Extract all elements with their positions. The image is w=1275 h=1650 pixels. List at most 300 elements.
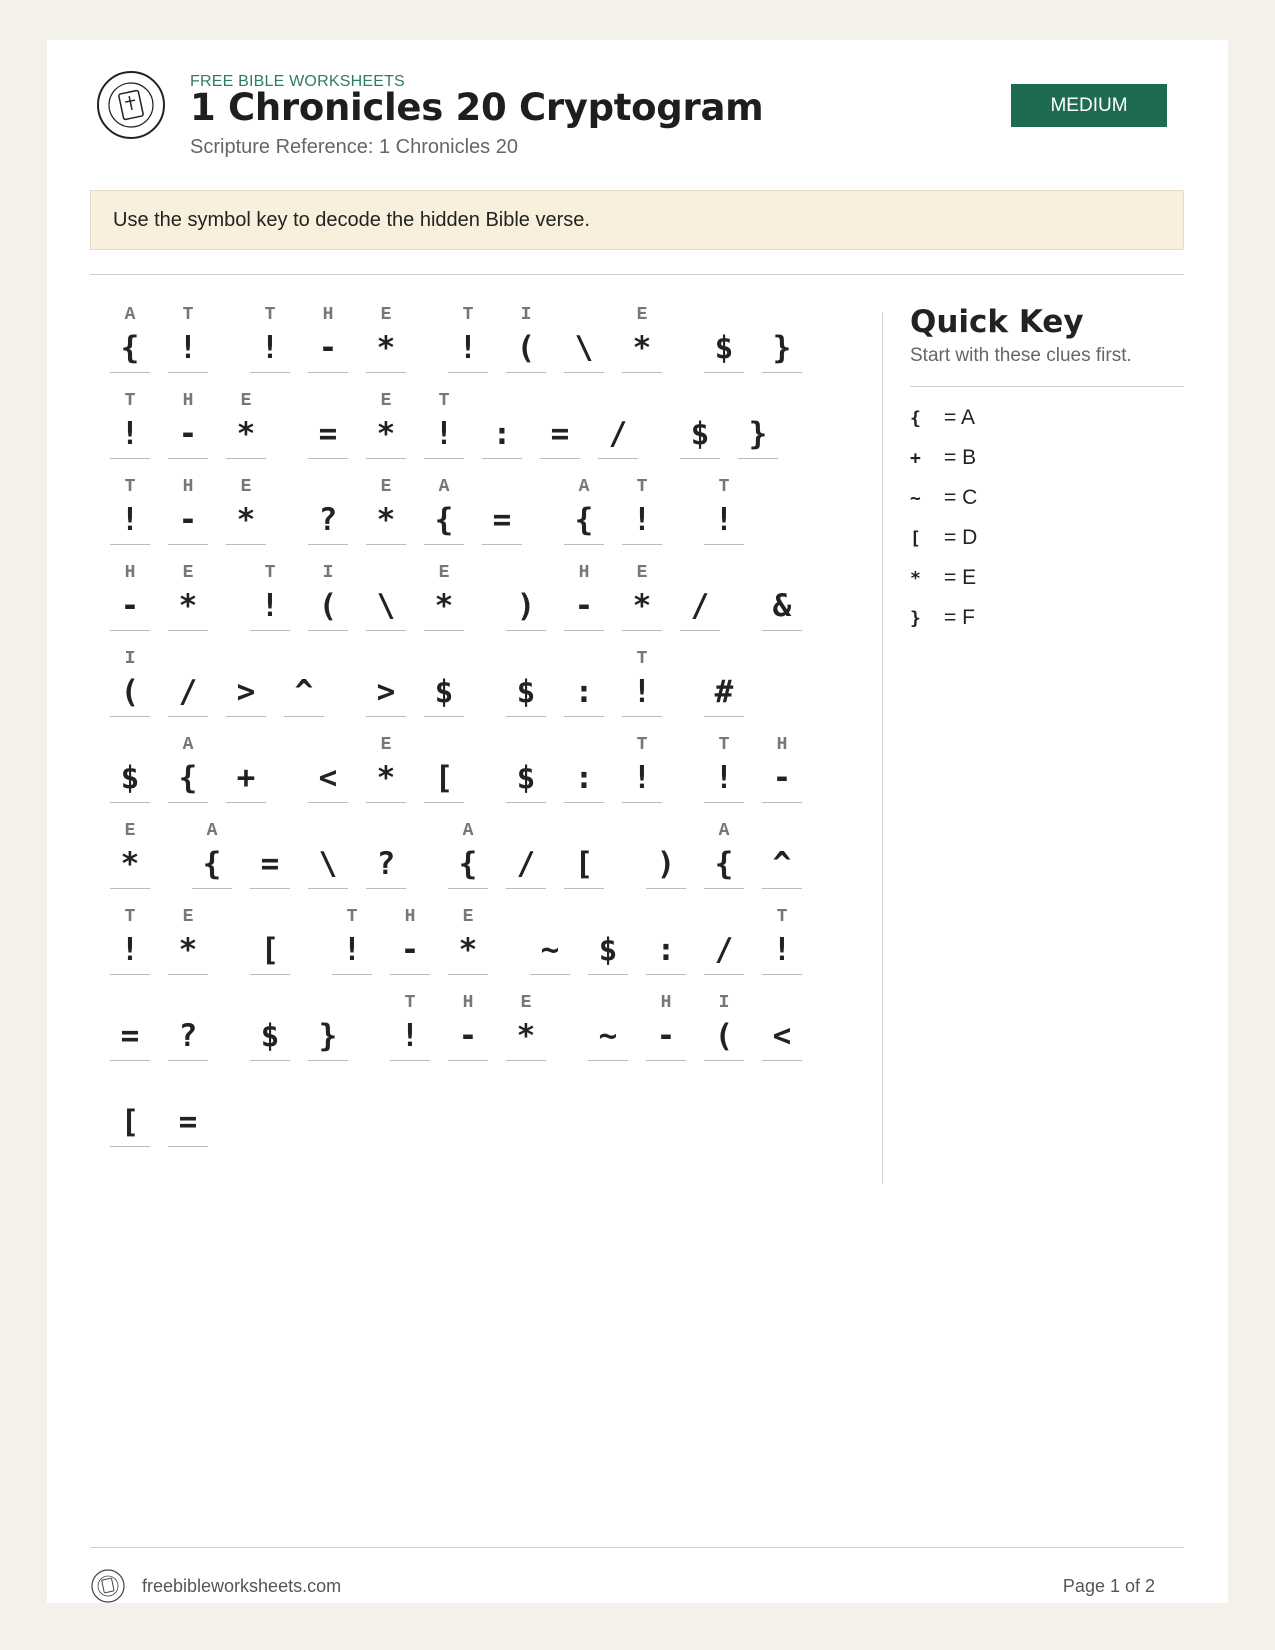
cipher-cell	[506, 560, 546, 640]
cipher-symbol: [	[120, 1104, 140, 1140]
answer-line[interactable]	[448, 372, 488, 373]
hint-letter: T	[182, 305, 194, 325]
answer-line[interactable]	[704, 974, 744, 975]
hint-letter: H	[182, 477, 194, 497]
answer-line[interactable]	[530, 974, 570, 975]
answer-line[interactable]	[110, 716, 150, 717]
answer-line[interactable]	[110, 372, 150, 373]
quick-key-item	[910, 398, 977, 438]
cipher-cell	[704, 732, 744, 812]
cipher-symbol: -	[178, 416, 198, 452]
answer-line[interactable]	[168, 1146, 208, 1147]
answer-line[interactable]	[564, 716, 604, 717]
answer-line[interactable]	[110, 888, 150, 889]
cipher-cell	[424, 732, 464, 812]
cipher-symbol: *	[236, 416, 256, 452]
answer-line[interactable]	[564, 372, 604, 373]
hint-letter	[308, 818, 348, 844]
hint-letter	[366, 818, 406, 844]
hint-letter	[564, 646, 604, 672]
answer-line[interactable]	[110, 1146, 150, 1147]
cipher-cell	[564, 474, 604, 554]
hint-letter: E	[380, 305, 392, 325]
answer-line[interactable]	[424, 458, 464, 459]
hint-letter: T	[264, 563, 276, 583]
cipher-cell	[540, 388, 580, 468]
cipher-symbol: !	[632, 502, 652, 538]
answer-line[interactable]	[704, 544, 744, 545]
answer-line[interactable]	[762, 974, 802, 975]
cipher-symbol: !	[178, 330, 198, 366]
answer-line[interactable]	[168, 716, 208, 717]
hint-letter: E	[182, 563, 194, 583]
instructions-text: Use the symbol key to decode the hidden Bible verse.	[113, 208, 590, 231]
cipher-symbol: =	[260, 846, 280, 882]
cipher-cell	[390, 904, 430, 984]
cipher-cell	[366, 732, 406, 812]
cipher-cell	[704, 646, 744, 726]
cipher-cell	[680, 388, 720, 468]
hint-letter	[506, 560, 546, 586]
answer-line[interactable]	[308, 630, 348, 631]
cipher-symbol: (	[516, 330, 536, 366]
hint-letter	[168, 1076, 208, 1102]
cipher-cell	[308, 302, 348, 382]
cipher-cell	[738, 388, 778, 468]
answer-line[interactable]	[226, 544, 266, 545]
quick-key-title: Quick Key	[910, 304, 1084, 340]
cipher-cell	[168, 474, 208, 554]
cipher-symbol: *	[632, 330, 652, 366]
cipher-symbol: *	[376, 416, 396, 452]
answer-line[interactable]	[308, 802, 348, 803]
cipher-cell	[704, 474, 744, 554]
answer-line[interactable]	[168, 630, 208, 631]
answer-line[interactable]	[390, 974, 430, 975]
hint-letter: E	[380, 391, 392, 411]
answer-line[interactable]	[168, 1060, 208, 1061]
cipher-cell	[448, 990, 488, 1070]
key-symbol: {	[910, 407, 921, 429]
difficulty-badge: MEDIUM	[1011, 84, 1167, 127]
answer-line[interactable]	[598, 458, 638, 459]
hint-letter: T	[346, 907, 358, 927]
cipher-symbol: :	[492, 416, 512, 452]
cipher-cell	[424, 646, 464, 726]
cipher-cell	[424, 388, 464, 468]
answer-line[interactable]	[308, 1060, 348, 1061]
key-symbol: +	[910, 447, 921, 469]
cipher-symbol: :	[574, 760, 594, 796]
answer-line[interactable]	[308, 458, 348, 459]
key-value: = F	[944, 606, 975, 629]
answer-line[interactable]	[622, 630, 662, 631]
answer-line[interactable]	[506, 372, 546, 373]
cipher-symbol: $	[260, 1018, 280, 1054]
quick-key-item	[910, 478, 977, 518]
cipher-symbol: {	[574, 502, 594, 538]
hint-letter: T	[462, 305, 474, 325]
hint-letter	[250, 904, 290, 930]
answer-line[interactable]	[588, 1060, 628, 1061]
cipher-symbol: $	[120, 760, 140, 796]
cipher-cell	[530, 904, 570, 984]
hint-letter: H	[660, 993, 672, 1013]
answer-line[interactable]	[564, 802, 604, 803]
answer-line[interactable]	[680, 630, 720, 631]
cipher-symbol: $	[434, 674, 454, 710]
cipher-cell	[168, 646, 208, 726]
hint-letter	[762, 560, 802, 586]
quick-key-item	[910, 518, 977, 558]
answer-line[interactable]	[564, 888, 604, 889]
hint-letter: E	[240, 391, 252, 411]
page-number: Page 1 of 2	[1062, 1576, 1155, 1596]
cipher-cell	[366, 388, 406, 468]
answer-line[interactable]	[226, 802, 266, 803]
cipher-cell	[250, 818, 290, 898]
cipher-cell	[366, 474, 406, 554]
answer-line[interactable]	[424, 630, 464, 631]
answer-line[interactable]	[646, 1060, 686, 1061]
hint-letter	[506, 818, 546, 844]
cipher-symbol: (	[714, 1018, 734, 1054]
hint-letter	[646, 904, 686, 930]
answer-line[interactable]	[250, 1060, 290, 1061]
key-value: = B	[944, 446, 977, 469]
hint-letter: E	[240, 477, 252, 497]
hint-letter: H	[124, 563, 136, 583]
hint-letter	[588, 990, 628, 1016]
cipher-symbol: *	[632, 588, 652, 624]
answer-line[interactable]	[704, 1060, 744, 1061]
answer-line[interactable]	[250, 974, 290, 975]
answer-line[interactable]	[366, 372, 406, 373]
key-value: = E	[944, 566, 977, 589]
cipher-symbol: #	[714, 674, 734, 710]
key-symbol: ~	[910, 487, 921, 509]
cipher-cell	[226, 646, 266, 726]
cipher-symbol: (	[318, 588, 338, 624]
hint-letter: A	[124, 305, 136, 325]
cipher-cell	[622, 302, 662, 382]
cipher-cell	[762, 818, 802, 898]
answer-line[interactable]	[646, 974, 686, 975]
answer-line[interactable]	[762, 630, 802, 631]
cipher-symbol: /	[714, 932, 734, 968]
hint-letter	[250, 818, 290, 844]
hint-letter	[762, 302, 802, 328]
quick-key-subtitle: Start with these clues first.	[910, 345, 1132, 366]
answer-line[interactable]	[482, 544, 522, 545]
hint-letter	[704, 646, 744, 672]
answer-line[interactable]	[704, 888, 744, 889]
cipher-symbol: \	[376, 588, 396, 624]
cipher-cell	[308, 818, 348, 898]
hint-letter: T	[636, 649, 648, 669]
answer-line[interactable]	[110, 544, 150, 545]
cipher-cell	[622, 732, 662, 812]
cipher-cell	[482, 474, 522, 554]
cipher-symbol: !	[400, 1018, 420, 1054]
cipher-symbol: *	[458, 932, 478, 968]
answer-line[interactable]	[226, 458, 266, 459]
quick-key-item	[910, 438, 977, 478]
cipher-symbol: !	[632, 674, 652, 710]
answer-line[interactable]	[762, 802, 802, 803]
hint-letter: A	[438, 477, 450, 497]
answer-line[interactable]	[250, 630, 290, 631]
cipher-cell	[308, 560, 348, 640]
answer-line[interactable]	[506, 716, 546, 717]
answer-line[interactable]	[366, 630, 406, 631]
answer-line[interactable]	[284, 716, 324, 717]
hint-letter	[598, 388, 638, 414]
hint-letter: T	[718, 735, 730, 755]
cipher-cell	[308, 732, 348, 812]
answer-line[interactable]	[168, 974, 208, 975]
cipher-cell	[622, 646, 662, 726]
cipher-cell	[366, 302, 406, 382]
answer-line[interactable]	[110, 974, 150, 975]
cipher-symbol: *	[178, 588, 198, 624]
hint-letter: T	[636, 477, 648, 497]
cipher-symbol: !	[342, 932, 362, 968]
cipher-symbol: *	[178, 932, 198, 968]
hint-letter	[366, 646, 406, 672]
cipher-cell	[250, 302, 290, 382]
hint-letter: A	[206, 821, 218, 841]
hint-letter: E	[124, 821, 136, 841]
cipher-symbol: /	[608, 416, 628, 452]
quick-key-divider	[910, 386, 1184, 387]
cipher-symbol: /	[178, 674, 198, 710]
cipher-symbol: -	[574, 588, 594, 624]
key-symbol: }	[910, 607, 921, 629]
cipher-symbol: ^	[772, 846, 792, 882]
hint-letter: H	[776, 735, 788, 755]
cipher-cell	[448, 904, 488, 984]
cipher-cell	[762, 560, 802, 640]
answer-line[interactable]	[366, 716, 406, 717]
cipher-symbol: *	[120, 846, 140, 882]
answer-line[interactable]	[332, 974, 372, 975]
key-value: = A	[944, 406, 975, 429]
answer-line[interactable]	[622, 802, 662, 803]
cipher-cell	[424, 560, 464, 640]
answer-line[interactable]	[506, 1060, 546, 1061]
cipher-cell	[448, 302, 488, 382]
cipher-cell	[366, 646, 406, 726]
answer-line[interactable]	[168, 544, 208, 545]
cipher-cell	[646, 904, 686, 984]
cipher-symbol: -	[120, 588, 140, 624]
answer-line[interactable]	[622, 544, 662, 545]
hint-letter: E	[380, 735, 392, 755]
answer-line[interactable]	[448, 1060, 488, 1061]
answer-line[interactable]	[738, 458, 778, 459]
quick-key-list	[910, 398, 977, 638]
answer-line[interactable]	[424, 544, 464, 545]
answer-line[interactable]	[704, 716, 744, 717]
hint-letter: A	[718, 821, 730, 841]
hint-letter: T	[124, 477, 136, 497]
worksheet-page	[47, 40, 1228, 1603]
answer-line[interactable]	[168, 458, 208, 459]
hint-letter: T	[124, 907, 136, 927]
hint-letter: E	[182, 907, 194, 927]
answer-line[interactable]	[762, 1060, 802, 1061]
cipher-cell	[168, 302, 208, 382]
cipher-cell	[564, 732, 604, 812]
cipher-cell	[110, 1076, 150, 1156]
cipher-symbol: $	[516, 760, 536, 796]
cipher-cell	[168, 1076, 208, 1156]
answer-line[interactable]	[226, 716, 266, 717]
cipher-cell	[332, 904, 372, 984]
page-title: 1 Chronicles 20 Cryptogram	[190, 86, 764, 129]
cipher-cell	[168, 904, 208, 984]
cipher-symbol: {	[434, 502, 454, 538]
answer-line[interactable]	[366, 888, 406, 889]
hint-letter	[308, 388, 348, 414]
answer-line[interactable]	[564, 630, 604, 631]
cipher-symbol: +	[236, 760, 256, 796]
cipher-symbol: !	[772, 932, 792, 968]
footer-divider	[90, 1547, 1184, 1548]
answer-line[interactable]	[308, 544, 348, 545]
hint-letter	[424, 646, 464, 672]
answer-line[interactable]	[424, 802, 464, 803]
cipher-symbol: ~	[598, 1018, 618, 1054]
hint-letter	[588, 904, 628, 930]
answer-line[interactable]	[192, 888, 232, 889]
hint-letter: I	[718, 993, 730, 1013]
hint-letter	[110, 732, 150, 758]
key-value: = D	[944, 526, 978, 549]
answer-line[interactable]	[762, 372, 802, 373]
answer-line[interactable]	[366, 458, 406, 459]
hint-letter: A	[182, 735, 194, 755]
cipher-symbol: {	[714, 846, 734, 882]
hint-letter	[284, 646, 324, 672]
brand-label: FREE BIBLE WORKSHEETS	[190, 73, 405, 90]
cipher-symbol: -	[178, 502, 198, 538]
answer-line[interactable]	[366, 544, 406, 545]
cipher-cell	[366, 818, 406, 898]
answer-line[interactable]	[168, 802, 208, 803]
answer-line[interactable]	[110, 802, 150, 803]
answer-line[interactable]	[704, 802, 744, 803]
answer-line[interactable]	[308, 372, 348, 373]
hint-letter	[168, 990, 208, 1016]
answer-line[interactable]	[622, 372, 662, 373]
answer-line[interactable]	[564, 544, 604, 545]
answer-line[interactable]	[110, 458, 150, 459]
hint-letter: T	[718, 477, 730, 497]
hint-letter	[308, 474, 348, 500]
answer-line[interactable]	[646, 888, 686, 889]
answer-line[interactable]	[506, 802, 546, 803]
cipher-cell	[564, 818, 604, 898]
answer-line[interactable]	[448, 888, 488, 889]
hint-letter	[482, 388, 522, 414]
answer-line[interactable]	[168, 372, 208, 373]
answer-line[interactable]	[424, 716, 464, 717]
answer-line[interactable]	[390, 1060, 430, 1061]
answer-line[interactable]	[588, 974, 628, 975]
cipher-symbol: <	[772, 1018, 792, 1054]
answer-line[interactable]	[762, 888, 802, 889]
hint-letter	[704, 904, 744, 930]
hint-letter: T	[438, 391, 450, 411]
hint-letter	[704, 302, 744, 328]
answer-line[interactable]	[366, 802, 406, 803]
cipher-symbol: $	[690, 416, 710, 452]
cipher-symbol: =	[178, 1104, 198, 1140]
cipher-cell	[598, 388, 638, 468]
answer-line[interactable]	[448, 974, 488, 975]
cipher-symbol: \	[318, 846, 338, 882]
answer-line[interactable]	[506, 630, 546, 631]
answer-line[interactable]	[250, 372, 290, 373]
hint-letter: H	[404, 907, 416, 927]
cipher-cell	[308, 990, 348, 1070]
cipher-cell	[168, 732, 208, 812]
cipher-cell	[390, 990, 430, 1070]
hint-letter: T	[404, 993, 416, 1013]
cipher-symbol: [	[260, 932, 280, 968]
cipher-cell	[680, 560, 720, 640]
cipher-cell	[424, 474, 464, 554]
answer-line[interactable]	[482, 458, 522, 459]
cipher-cell	[564, 560, 604, 640]
answer-line[interactable]	[506, 888, 546, 889]
cipher-symbol: (	[120, 674, 140, 710]
answer-line[interactable]	[308, 888, 348, 889]
cipher-cell	[168, 990, 208, 1070]
hint-letter	[250, 990, 290, 1016]
quick-key-item	[910, 558, 977, 598]
cipher-symbol: $	[598, 932, 618, 968]
cipher-cell	[366, 560, 406, 640]
cipher-cell	[506, 818, 546, 898]
answer-line[interactable]	[540, 458, 580, 459]
hint-letter	[762, 990, 802, 1016]
cipher-symbol: ?	[376, 846, 396, 882]
cipher-cell	[564, 302, 604, 382]
cipher-symbol: <	[318, 760, 338, 796]
cipher-cell	[506, 732, 546, 812]
cipher-symbol: /	[516, 846, 536, 882]
hint-letter: T	[776, 907, 788, 927]
answer-line[interactable]	[250, 888, 290, 889]
hint-letter	[482, 474, 522, 500]
hint-letter: I	[322, 563, 334, 583]
cipher-cell	[110, 474, 150, 554]
cipher-cell	[588, 990, 628, 1070]
hint-letter	[506, 646, 546, 672]
answer-line[interactable]	[680, 458, 720, 459]
answer-line[interactable]	[704, 372, 744, 373]
answer-line[interactable]	[110, 1060, 150, 1061]
answer-line[interactable]	[110, 630, 150, 631]
cipher-cell	[646, 818, 686, 898]
cipher-cell	[704, 990, 744, 1070]
answer-line[interactable]	[622, 716, 662, 717]
cipher-symbol: !	[632, 760, 652, 796]
hint-letter: E	[636, 305, 648, 325]
